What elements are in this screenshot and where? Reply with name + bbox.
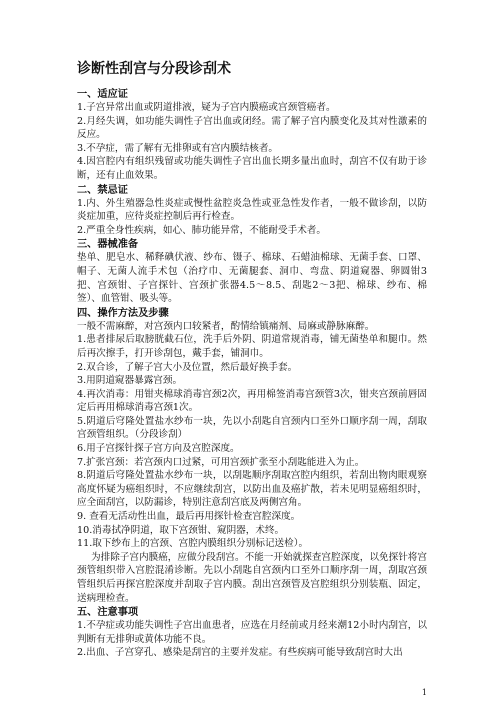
- document-title: 诊断性刮宫与分段诊刮术: [77, 61, 231, 77]
- paragraph: 3.用阴道窥器暴露宫颈。: [77, 375, 183, 387]
- section-heading-procedure: 四、操作方法及步骤: [77, 306, 169, 319]
- paragraph: 2.出血、子宫穿孔、感染是刮宫的主要并发症。有些疾病可能导致刮宫时大出: [77, 647, 403, 659]
- paragraph: 4.因宫腔内有组织残留或功能失调性子宫出血长期多量出血时，刮宫不仅有助于诊断，还有止血效果。: [77, 156, 427, 181]
- page-number: 1: [421, 688, 427, 697]
- paragraph: 1.患者排尿后取膀胱截石位，洗手后外阴、阴道常规消毒，铺无菌垫单和腿巾。然后再次擦手，打开诊刮包，戴手套，铺洞巾。: [77, 334, 427, 359]
- paragraph: 3.不孕症，需了解有无排卵或有宫内膜结核者。: [77, 142, 279, 154]
- paragraph: 9. 查看无活动性出血，最后再用探针检查宫腔深度。: [77, 511, 301, 523]
- paragraph: 2.双合诊，了解子宫大小及位置，然后最好换手套。: [77, 361, 298, 373]
- paragraph: 2.严重全身性疾病，如心、肺功能异常，不能耐受手术者。: [77, 224, 326, 236]
- section-heading-precautions: 五、注意事项: [77, 606, 139, 619]
- paragraph: 4.再次消毒：用钳夹棉球消毒宫颈2次，再用棉签消毒宫颈管3次，钳夹宫颈前唇固定后再用棉球消毒宫颈1次。: [77, 388, 427, 414]
- paragraph: 一般不需麻醉，对宫颈内口较紧者，酌情给镇痛剂、局麻或静脉麻醉。: [77, 320, 375, 332]
- paragraph: 1.不孕症或功能失调性子宫出血患者，应选在月经前或月经来潮12小时内刮宫，以判断有无排卵或黄体功能不良。: [77, 620, 427, 645]
- paragraph: 10.消毒拭净阴道，取下宫颈钳、窥阴器，术终。: [77, 524, 285, 536]
- paragraph: 为排除子宫内膜癌，应做分段刮宫。不能一开始就探查宫腔深度，以免探针将宫颈管组织带入宫腔混淆诊断。先以小刮匙自宫颈内口至外口顺序刮一周，刮取宫颈管组织后再探宫腔深度并刮取子宫内膜。刮出宫颈管及宫腔组织分别装瓶、固定，送病理检查。: [77, 551, 427, 604]
- paragraph: 1.子宫异常出血或阴道排液，疑为子宫内膜癌或宫颈管癌者。: [77, 102, 336, 113]
- paragraph: 8.阴道后穹隆处置盐水纱布一块，以刮匙顺序刮取宫腔内组织，若刮出物肉眼观察高度怀疑为癌组织时，不应继续刮宫，以防出血及癌扩散，若未见明显癌组织时，应全面刮宫，以防漏诊，特别注意刮宫底及两侧宫角。: [77, 470, 427, 509]
- paragraph: 2.月经失调，如功能失调性子宫出血或闭经。需了解子宫内膜变化及其对性激素的反应。: [77, 115, 427, 141]
- document-page: [77, 60, 427, 660]
- section-heading-indications: 一、适应证: [77, 88, 128, 100]
- paragraph: 垫单、肥皂水、稀释碘伏液、纱布、镊子、棉球、石蜡油棉球、无菌手套、口罩、帽子、无菌人流手术包（治疗巾、无菌腿套、洞巾、弯盘、阴道窥器、卵圆钳3把、宫颈钳、子宫探针、宫颈扩张器4.5～8.5、刮匙2～3把、棉球、纱布、棉签）、血管钳、吸头等。: [77, 252, 427, 305]
- paragraph: 11.取下纱布上的宫颈、宫腔内膜组织分别标记送检）。: [77, 538, 309, 550]
- section-heading-contraindications: 二、禁忌证: [77, 183, 128, 196]
- paragraph: 7.扩张宫颈：若宫颈内口过紧，可用宫颈扩张至小刮匙能进入为止。: [77, 456, 365, 468]
- section-heading-instruments: 三、器械准备: [77, 238, 139, 251]
- paragraph: 6.用子宫探针探子宫方向及宫腔深度。: [77, 443, 240, 455]
- paragraph: 1.内、外生殖器急性炎症或慢性盆腔炎急性或亚急性发作者，一般不做诊刮，以防炎症加重，应待炎症控制后再行检查。: [77, 197, 427, 223]
- paragraph: 5.阴道后穹隆处置盐水纱布一块，先以小刮匙自宫颈内口至外口顺序刮一周，刮取宫颈管组织。（分段诊刮）: [77, 415, 427, 441]
